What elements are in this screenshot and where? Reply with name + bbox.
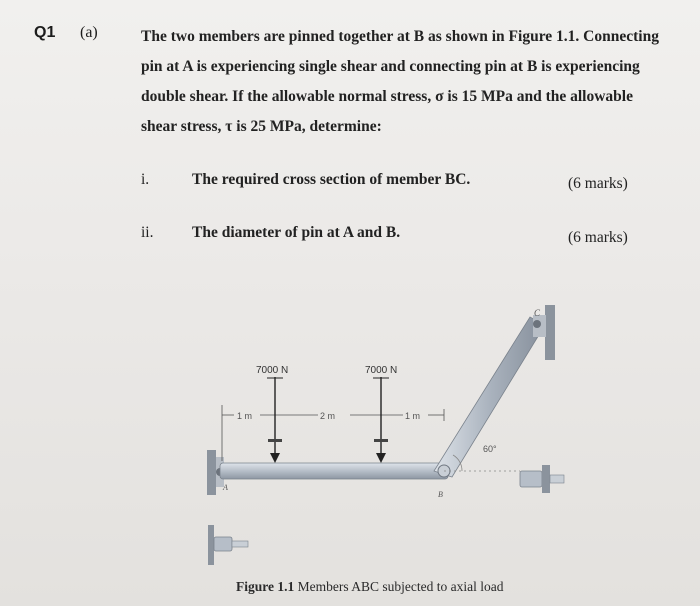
point-label-b: B [438,490,443,499]
point-label-c: C [534,308,541,318]
item-marks-2: (6 marks) [568,229,628,246]
question-statement [141,22,659,142]
figure-caption-text: Members ABC subjected to axial load [297,579,504,594]
point-label-a: A [223,483,228,492]
statement-line: shear stress, τ is 25 MPa, determine: [141,118,382,135]
question-part: (a) [80,24,98,41]
statement-line: pin at A is experiencing single shear and connecting pin at B is experiencing [141,58,640,75]
dimension-label-2: 2 m [320,411,336,421]
pin-detail-a [208,525,248,565]
figure-caption [236,579,503,595]
item-text-2: The diameter of pin at A and B. [192,224,401,241]
load-arrow-2 [373,377,389,463]
figure-1-1-diagram [190,285,590,605]
pin-detail-b [520,465,564,493]
item-numeral-1: i. [141,171,150,188]
load-label-2: 7000 N [365,365,398,376]
angle-label: 60° [483,444,497,454]
item-text-1: The required cross section of member BC. [192,171,471,188]
item-numeral-2: ii. [141,224,154,241]
dimension-label-3: 1 m [405,411,421,421]
question-number: Q1 [34,24,56,41]
item-marks-1: (6 marks) [568,175,628,192]
member-ab [220,463,448,479]
figure-caption-label: Figure 1.1 [236,579,295,594]
statement-line: double shear. If the allowable normal stress, σ is 15 MPa and the allowable [141,88,633,105]
dimension-label-1: 1 m [237,411,253,421]
statement-line: The two members are pinned together at B as shown in Figure 1.1. Connecting [141,28,659,45]
load-arrow-1 [267,377,283,463]
load-label-1: 7000 N [256,365,289,376]
